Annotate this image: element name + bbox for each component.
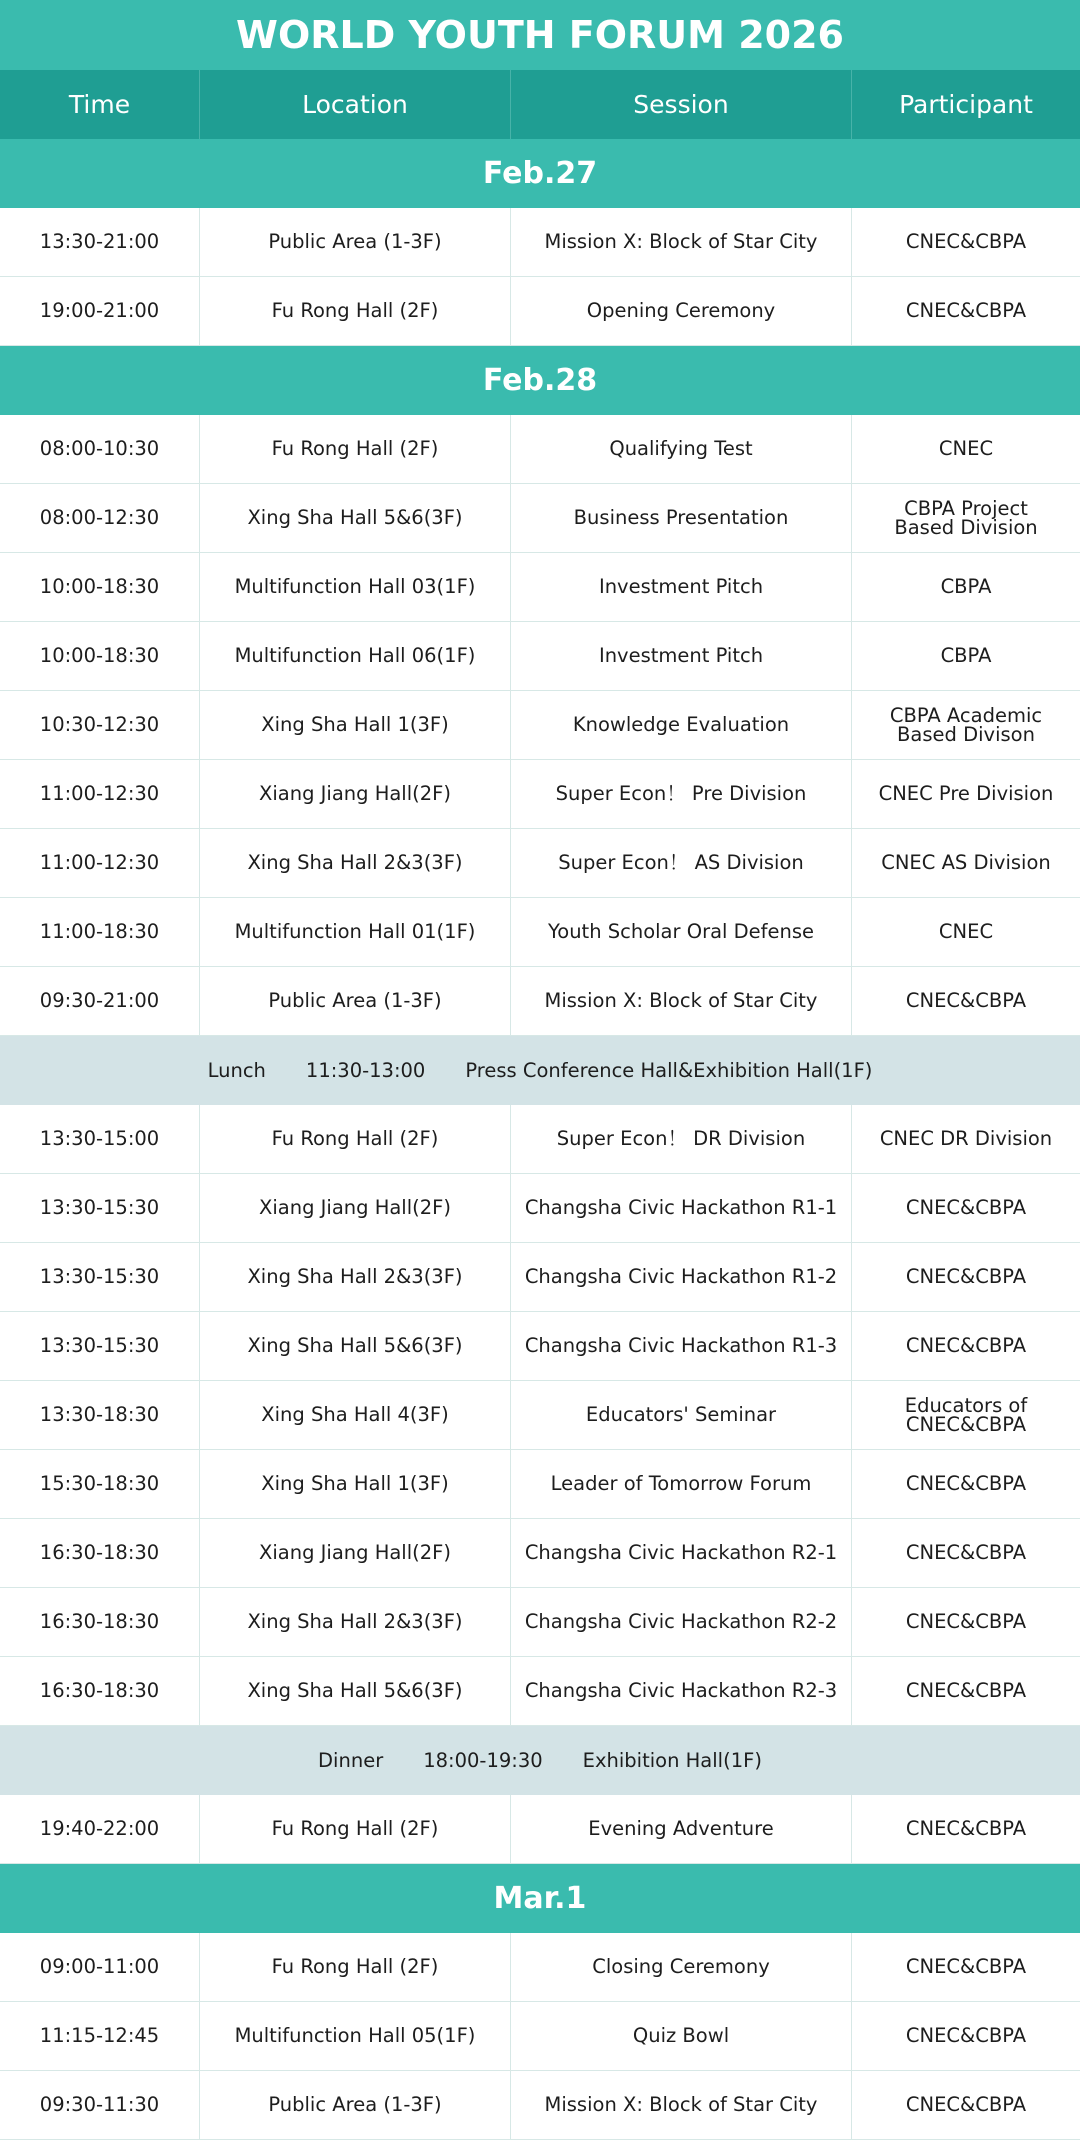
location-cell: Xing Sha Hall 2&3(3F): [200, 1243, 511, 1311]
table-row: [0, 1657, 1080, 1726]
time-cell: 09:00-11:00: [0, 1933, 200, 2001]
table-row: [0, 1381, 1080, 1450]
session-cell: Evening Adventure: [511, 1795, 852, 1863]
time-cell: 13:30-18:30: [0, 1381, 200, 1449]
session-cell: Knowledge Evaluation: [511, 691, 852, 759]
time-cell: 16:30-18:30: [0, 1657, 200, 1725]
location-cell: Xiang Jiang Hall(2F): [200, 1174, 511, 1242]
session-cell: Super Econ！ DR Division: [511, 1105, 852, 1173]
location-cell: Multifunction Hall 06(1F): [200, 622, 511, 690]
participant-cell: CNEC&CBPA: [905, 1817, 1027, 1841]
session-cell: Closing Ceremony: [511, 1933, 852, 2001]
time-cell: 10:00-18:30: [0, 622, 200, 690]
schedule-body: [0, 139, 1080, 2140]
date-header-row: Feb.27: [0, 139, 1080, 208]
table-row: [0, 898, 1080, 967]
participant-cell: CBPA: [940, 644, 992, 668]
participant-cell: CNEC&CBPA: [905, 1334, 1027, 1358]
participant-cell: CNEC&CBPA: [905, 989, 1027, 1013]
date-header-row: Mar.1: [0, 1864, 1080, 1933]
session-cell: Changsha Civic Hackathon R2-1: [511, 1519, 852, 1587]
table-row: [0, 1933, 1080, 2002]
table-row: [0, 2002, 1080, 2071]
location-cell: Multifunction Hall 01(1F): [200, 898, 511, 966]
table-row: [0, 415, 1080, 484]
session-cell: Quiz Bowl: [511, 2002, 852, 2070]
time-cell: 19:00-21:00: [0, 277, 200, 345]
meal-part: Dinner: [318, 1749, 384, 1772]
location-cell: Xing Sha Hall 4(3F): [200, 1381, 511, 1449]
table-row: [0, 1519, 1080, 1588]
table-row: [0, 622, 1080, 691]
session-cell: Leader of Tomorrow Forum: [511, 1450, 852, 1518]
location-cell: Fu Rong Hall (2F): [200, 277, 511, 345]
session-cell: Investment Pitch: [511, 622, 852, 690]
time-cell: 19:40-22:00: [0, 1795, 200, 1863]
time-cell: 08:00-10:30: [0, 415, 200, 483]
meal-part: 11:30-13:00: [305, 1059, 426, 1082]
time-cell: 16:30-18:30: [0, 1588, 200, 1656]
time-cell: 09:30-11:30: [0, 2071, 200, 2139]
location-cell: Fu Rong Hall (2F): [200, 1933, 511, 2001]
time-cell: 11:00-12:30: [0, 829, 200, 897]
session-cell: Changsha Civic Hackathon R1-3: [511, 1312, 852, 1380]
location-cell: Fu Rong Hall (2F): [200, 415, 511, 483]
session-cell: Educators' Seminar: [511, 1381, 852, 1449]
location-cell: Public Area (1-3F): [200, 967, 511, 1035]
participant-cell: CBPA: [940, 575, 992, 599]
time-cell: 10:00-18:30: [0, 553, 200, 621]
page-title: WORLD YOUTH FORUM 2026: [0, 0, 1080, 70]
meal-part: Exhibition Hall(1F): [582, 1749, 762, 1772]
table-row: [0, 967, 1080, 1036]
session-cell: Changsha Civic Hackathon R2-3: [511, 1657, 852, 1725]
session-cell: Mission X: Block of Star City: [511, 2071, 852, 2139]
table-row: [0, 2071, 1080, 2140]
location-cell: Xing Sha Hall 1(3F): [200, 1450, 511, 1518]
location-cell: Fu Rong Hall (2F): [200, 1105, 511, 1173]
header-location: Location: [200, 70, 511, 139]
table-row: [0, 1588, 1080, 1657]
table-row: [0, 208, 1080, 277]
time-cell: 15:30-18:30: [0, 1450, 200, 1518]
time-cell: 11:00-18:30: [0, 898, 200, 966]
location-cell: Public Area (1-3F): [200, 2071, 511, 2139]
meal-part: Lunch: [207, 1059, 266, 1082]
participant-cell: CNEC&CBPA: [905, 1541, 1027, 1565]
time-cell: 11:15-12:45: [0, 2002, 200, 2070]
location-cell: Multifunction Hall 05(1F): [200, 2002, 511, 2070]
participant-cell: Educators of CNEC&CBPA: [904, 1393, 1028, 1436]
meal-part: Press Conference Hall&Exhibition Hall(1F): [465, 1059, 873, 1082]
participant-cell: CNEC AS Division: [881, 851, 1051, 875]
participant-cell: CNEC&CBPA: [905, 2093, 1027, 2117]
location-cell: Xing Sha Hall 2&3(3F): [200, 1588, 511, 1656]
participant-cell: CNEC&CBPA: [905, 1679, 1027, 1703]
location-cell: Xing Sha Hall 5&6(3F): [200, 1312, 511, 1380]
location-cell: Public Area (1-3F): [200, 208, 511, 276]
meal-row: [0, 1036, 1080, 1105]
participant-cell: CNEC&CBPA: [905, 1955, 1027, 1979]
table-row: [0, 1312, 1080, 1381]
session-cell: Opening Ceremony: [511, 277, 852, 345]
time-cell: 13:30-15:00: [0, 1105, 200, 1173]
participant-cell: CNEC&CBPA: [905, 2024, 1027, 2048]
participant-cell: CNEC&CBPA: [905, 230, 1027, 254]
time-cell: 08:00-12:30: [0, 484, 200, 552]
session-cell: Business Presentation: [511, 484, 852, 552]
location-cell: Multifunction Hall 03(1F): [200, 553, 511, 621]
date-header-row: Feb.28: [0, 346, 1080, 415]
header-session: Session: [511, 70, 852, 139]
session-cell: Super Econ！ Pre Division: [511, 760, 852, 828]
participant-cell: CBPA Academic Based Divison: [889, 703, 1043, 746]
location-cell: Xiang Jiang Hall(2F): [200, 1519, 511, 1587]
time-cell: 16:30-18:30: [0, 1519, 200, 1587]
table-row: [0, 1174, 1080, 1243]
time-cell: 10:30-12:30: [0, 691, 200, 759]
time-cell: 13:30-21:00: [0, 208, 200, 276]
participant-cell: CBPA Project Based Division: [894, 496, 1038, 539]
header-time: Time: [0, 70, 200, 139]
participant-cell: CNEC: [938, 920, 994, 944]
session-cell: Changsha Civic Hackathon R2-2: [511, 1588, 852, 1656]
time-cell: 13:30-15:30: [0, 1312, 200, 1380]
location-cell: Xing Sha Hall 1(3F): [200, 691, 511, 759]
participant-cell: CNEC: [938, 437, 994, 461]
table-row: [0, 277, 1080, 346]
session-cell: Investment Pitch: [511, 553, 852, 621]
time-cell: 13:30-15:30: [0, 1174, 200, 1242]
time-cell: 13:30-15:30: [0, 1243, 200, 1311]
meal-row: [0, 1726, 1080, 1795]
participant-cell: CNEC&CBPA: [905, 1610, 1027, 1634]
table-row: [0, 1243, 1080, 1312]
header-row: [0, 70, 1080, 139]
location-cell: Xing Sha Hall 5&6(3F): [200, 484, 511, 552]
participant-cell: CNEC&CBPA: [905, 299, 1027, 323]
session-cell: Mission X: Block of Star City: [511, 208, 852, 276]
participant-cell: CNEC&CBPA: [905, 1265, 1027, 1289]
session-cell: Super Econ！ AS Division: [511, 829, 852, 897]
table-row: [0, 1450, 1080, 1519]
table-row: [0, 829, 1080, 898]
time-cell: 09:30-21:00: [0, 967, 200, 1035]
header-participant: Participant: [899, 90, 1033, 119]
table-row: [0, 1795, 1080, 1864]
location-cell: Xing Sha Hall 2&3(3F): [200, 829, 511, 897]
session-cell: Changsha Civic Hackathon R1-2: [511, 1243, 852, 1311]
table-row: [0, 691, 1080, 760]
table-row: [0, 760, 1080, 829]
participant-cell: CNEC&CBPA: [905, 1196, 1027, 1220]
time-cell: 11:00-12:30: [0, 760, 200, 828]
table-row: [0, 1105, 1080, 1174]
session-cell: Mission X: Block of Star City: [511, 967, 852, 1035]
session-cell: Youth Scholar Oral Defense: [511, 898, 852, 966]
table-row: [0, 553, 1080, 622]
location-cell: Xing Sha Hall 5&6(3F): [200, 1657, 511, 1725]
location-cell: Xiang Jiang Hall(2F): [200, 760, 511, 828]
participant-cell: CNEC DR Division: [879, 1127, 1053, 1151]
participant-cell: CNEC Pre Division: [878, 782, 1054, 806]
participant-cell: CNEC&CBPA: [905, 1472, 1027, 1496]
session-cell: Changsha Civic Hackathon R1-1: [511, 1174, 852, 1242]
location-cell: Fu Rong Hall (2F): [200, 1795, 511, 1863]
table-row: [0, 484, 1080, 553]
meal-part: 18:00-19:30: [423, 1749, 543, 1772]
session-cell: Qualifying Test: [511, 415, 852, 483]
